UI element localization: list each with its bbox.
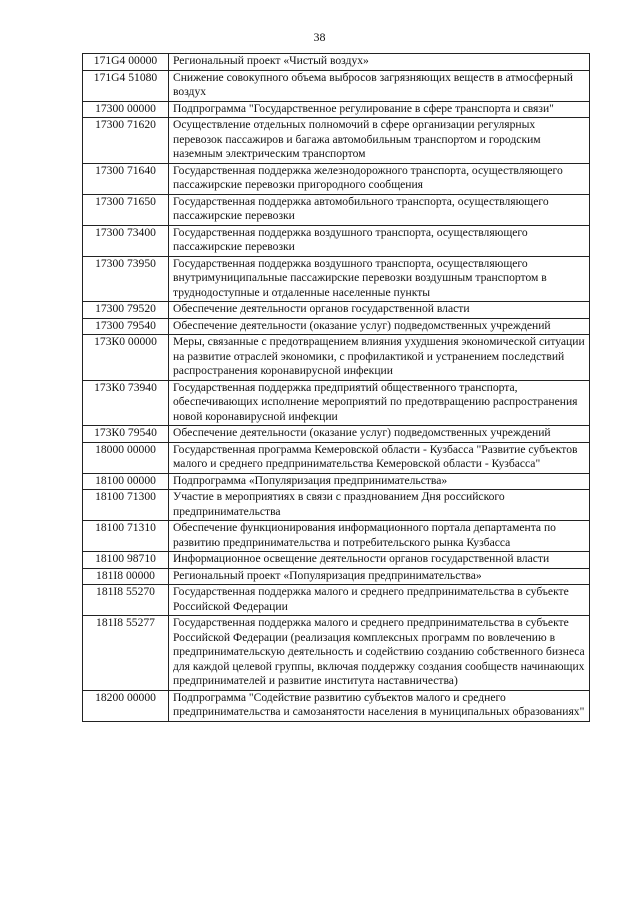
row-code: 181I8 00000 [83,568,169,585]
row-code: 17300 71650 [83,194,169,225]
table-row [83,118,590,164]
row-name: Государственная поддержка воздушного транспорта, осуществляющего внутримуниципальные пассажирские перевозки воздушным транспортом в труднодоступные и отдаленные населенные пункты [169,256,590,302]
row-code: 17300 73950 [83,256,169,302]
row-code: 171G4 00000 [83,54,169,71]
row-code: 173К0 00000 [83,335,169,381]
row-name: Подпрограмма "Содействие развитию субъектов малого и среднего предпринимательства и самозанятости населения в муниципальных образованиях" [169,690,590,721]
row-name: Меры, связанные с предотвращением влияния ухудшения экономической ситуации на развитие отраслей экономики, с профилактикой и устранением последствий распространения коронавирусной инфекции [169,335,590,381]
row-code: 173К0 73940 [83,380,169,426]
row-name: Государственная поддержка предприятий общественного транспорта, обеспечивающих исполнение мероприятий по предотвращению распространения новой коронавирусной инфекции [169,380,590,426]
table-row [83,163,590,194]
row-code: 173К0 79540 [83,426,169,443]
row-name: Государственная поддержка железнодорожного транспорта, осуществляющего пассажирские перевозки пригородного сообщения [169,163,590,194]
row-name: Региональный проект «Популяризация предпринимательства» [169,568,590,585]
row-name: Участие в мероприятиях в связи с празднованием Дня российского предпринимательства [169,490,590,521]
table-row [83,490,590,521]
row-code: 17300 00000 [83,101,169,118]
table-row [83,690,590,721]
table-row [83,302,590,319]
row-code: 18000 00000 [83,442,169,473]
row-code: 17300 79540 [83,318,169,335]
row-code: 18100 98710 [83,552,169,569]
table-row [83,473,590,490]
table-row [83,426,590,443]
table-row [83,552,590,569]
row-code: 17300 79520 [83,302,169,319]
table-row [83,568,590,585]
row-name: Государственная программа Кемеровской области - Кузбасса "Развитие субъектов малого и среднего предпринимательства Кемеровской области - Кузбасса" [169,442,590,473]
table-row [83,318,590,335]
row-name: Государственная поддержка малого и среднего предпринимательства в субъекте Российской Федерации (реализация комплексных программ по вовлечению в предпринимательскую деятельность и содействию созданию собственного бизнеса для каждой целевой группы, включая поддержку создания сообществ начинающих предпринимателей и развитие института наставничества) [169,616,590,691]
budget-codes-table [82,53,590,722]
row-code: 18100 71310 [83,521,169,552]
table-row [83,335,590,381]
table-body [83,54,590,722]
table-row [83,256,590,302]
table-row [83,616,590,691]
row-name: Осуществление отдельных полномочий в сфере организации регулярных перевозок пассажиров и багажа автомобильным транспортом и городским наземным электрическим транспортом [169,118,590,164]
table-row [83,54,590,71]
table-row [83,521,590,552]
row-name: Информационное освещение деятельности органов государственной власти [169,552,590,569]
table-row [83,585,590,616]
row-name: Государственная поддержка автомобильного транспорта, осуществляющего пассажирские перевозки [169,194,590,225]
row-name: Обеспечение деятельности (оказание услуг) подведомственных учреждений [169,426,590,443]
row-name: Обеспечение деятельности органов государственной власти [169,302,590,319]
row-name: Обеспечение деятельности (оказание услуг) подведомственных учреждений [169,318,590,335]
row-name: Подпрограмма «Популяризация предпринимательства» [169,473,590,490]
row-code: 18100 71300 [83,490,169,521]
row-code: 18200 00000 [83,690,169,721]
row-name: Обеспечение функционирования информационного портала департамента по развитию предпринимательства и потребительского рынка Кузбасса [169,521,590,552]
row-name: Региональный проект «Чистый воздух» [169,54,590,71]
table-row [83,194,590,225]
table-row [83,101,590,118]
row-code: 181I8 55270 [83,585,169,616]
row-name: Государственная поддержка малого и среднего предпринимательства в субъекте Российской Федерации [169,585,590,616]
page-number: 38 [313,30,326,44]
row-code: 17300 73400 [83,225,169,256]
table-row [83,70,590,101]
table-row [83,225,590,256]
table-row [83,442,590,473]
row-code: 18100 00000 [83,473,169,490]
row-code: 17300 71640 [83,163,169,194]
row-code: 181I8 55277 [83,616,169,691]
row-code: 17300 71620 [83,118,169,164]
row-name: Государственная поддержка воздушного транспорта, осуществляющего пассажирские перевозки [169,225,590,256]
row-code: 171G4 51080 [83,70,169,101]
row-name: Снижение совокупного объема выбросов загрязняющих веществ в атмосферный воздух [169,70,590,101]
row-name: Подпрограмма "Государственное регулирование в сфере транспорта и связи" [169,101,590,118]
table-row [83,380,590,426]
